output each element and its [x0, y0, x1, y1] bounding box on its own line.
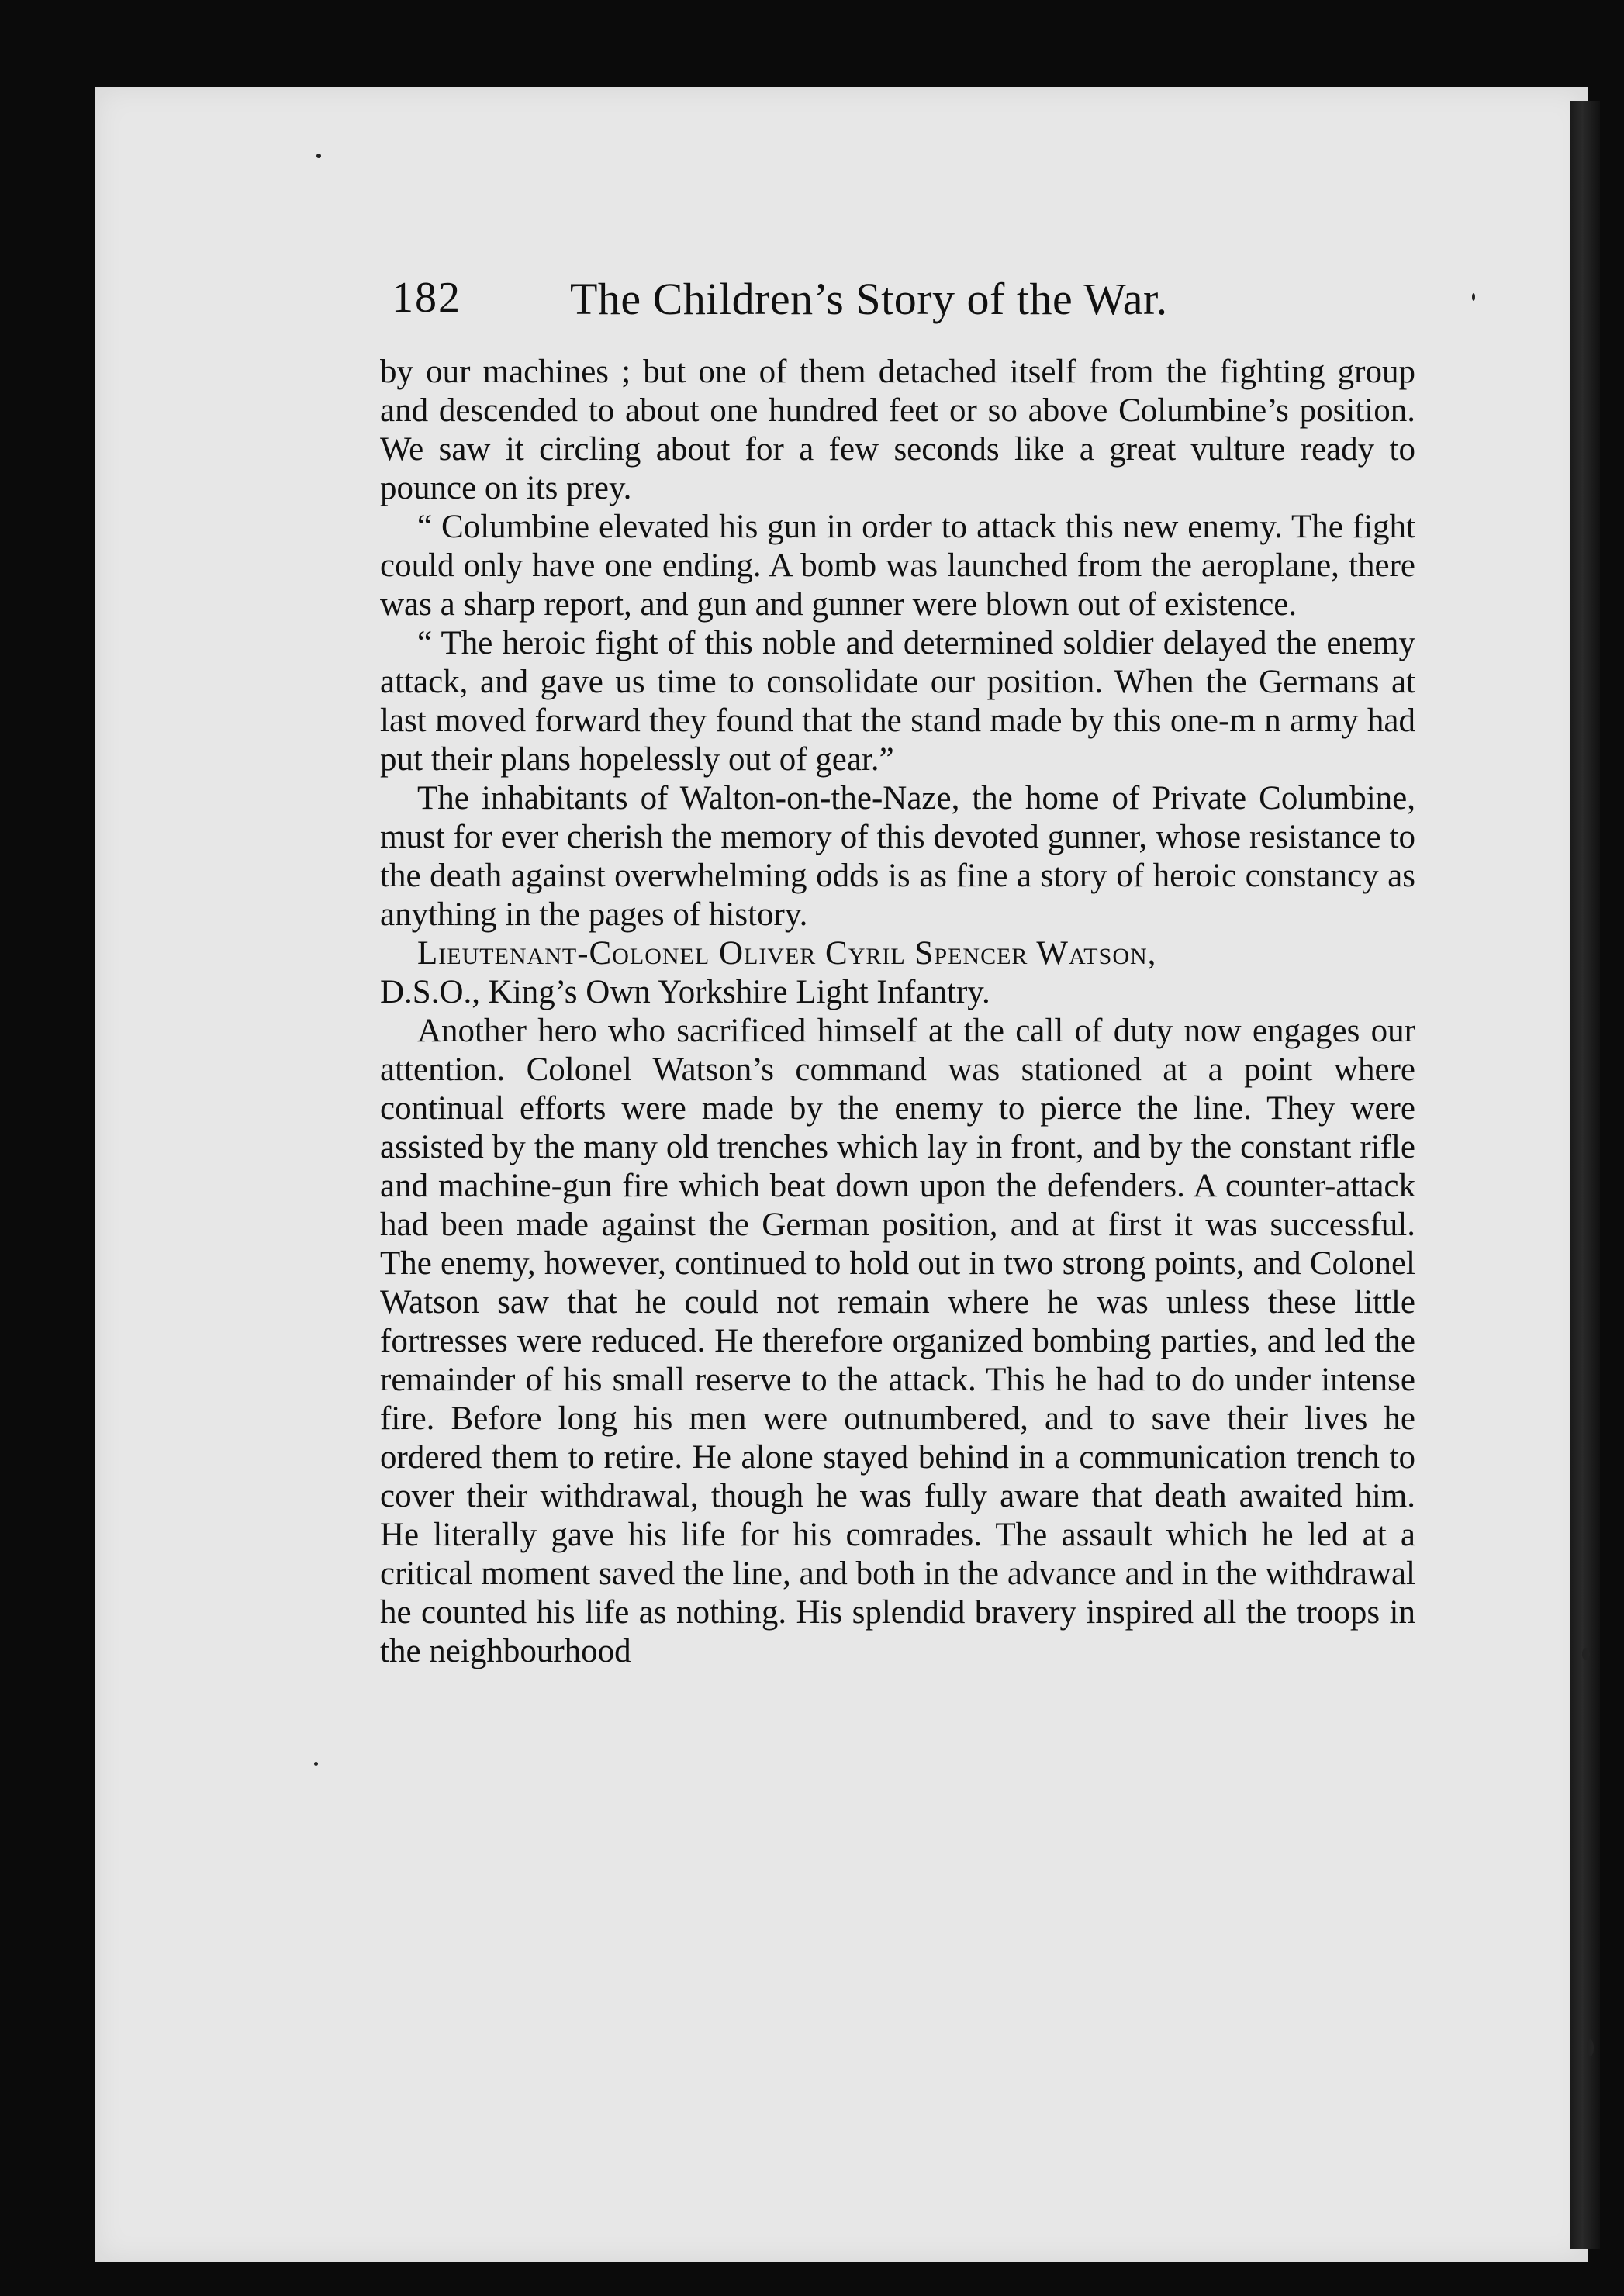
scan-speck	[1582, 1648, 1590, 1660]
paragraph: by our machines ; but one of them detached itself from the fighting group and descended to about one hundred feet or so above Columbine’s position. We saw it circling about for a few seconds like a great vulture ready to pounce on its prey.	[380, 354, 1415, 506]
scan-speck	[314, 1762, 318, 1766]
paragraph: “ The heroic fight of this noble and determined soldier delayed the enemy attack, and gave us time to consolidate our position. When the Germans at last moved forward they found that the stand made by this one-m n army had put their plans hopelessly out of gear.”	[380, 625, 1415, 778]
heading-name: Lieutenant-Colonel Oliver Cyril Spencer Watson,	[417, 935, 1157, 972]
scan-speck	[316, 154, 321, 158]
scan-speck	[1472, 293, 1475, 301]
paragraph: “ Columbine elevated his gun in order to attack this new enemy. The fight could only have one ending. A bomb was launched from the aeroplane, there was a sharp report, and gun and gunner were blown out of existence.	[380, 509, 1415, 623]
running-title: The Children’s Story of the War.	[570, 274, 1168, 324]
paragraph: The inhabitants of Walton-on-the-Naze, the home of Private Columbine, must for ever cherish the memory of this devoted gunner, whose resistance to the death against overwhelming odds is as fine a story of heroic constancy as anything in the pages of history.	[380, 780, 1415, 933]
page-number: 182	[392, 274, 461, 322]
section-heading	[380, 934, 1415, 1012]
heading-rest: D.S.O., King’s Own Yorkshire Light Infantry.	[380, 974, 990, 1010]
page-binding-shadow	[1570, 101, 1600, 2249]
scan-border	[1600, 87, 1624, 2296]
body-text	[380, 353, 1415, 1671]
scan-speck	[1587, 2039, 1594, 2056]
page-header	[392, 273, 1431, 343]
paragraph: Another hero who sacrificed himself at the call of duty now engages our attention. Colonel Watson’s command was stationed at a point where continual efforts were made by the enemy to pierce the line. They were assisted by the many old trenches which lay in front, and by the constant rifle and machine-gun fire which beat down upon the defenders. A counter-attack had been made against the German position, and at first it was successful. The enemy, however, continued to hold out in two strong points, and Colonel Watson saw that he could not remain where he was unless these little fortresses were reduced. He therefore organized bombing parties, and led the remainder of his small reserve to the attack. This he had to do under intense fire. Before long his men were outnumbered, and to save their lives he ordered them to retire. He alone stayed behind in a communication trench to cover their withdrawal, though he was fully aware that death awaited him. He literally gave his life for his comrades. The assault which he led at a critical moment saved the line, and both in the advance and in the withdrawal he counted his life as nothing. His splendid bravery inspired all the troops in the neighbourhood	[380, 1013, 1415, 1669]
